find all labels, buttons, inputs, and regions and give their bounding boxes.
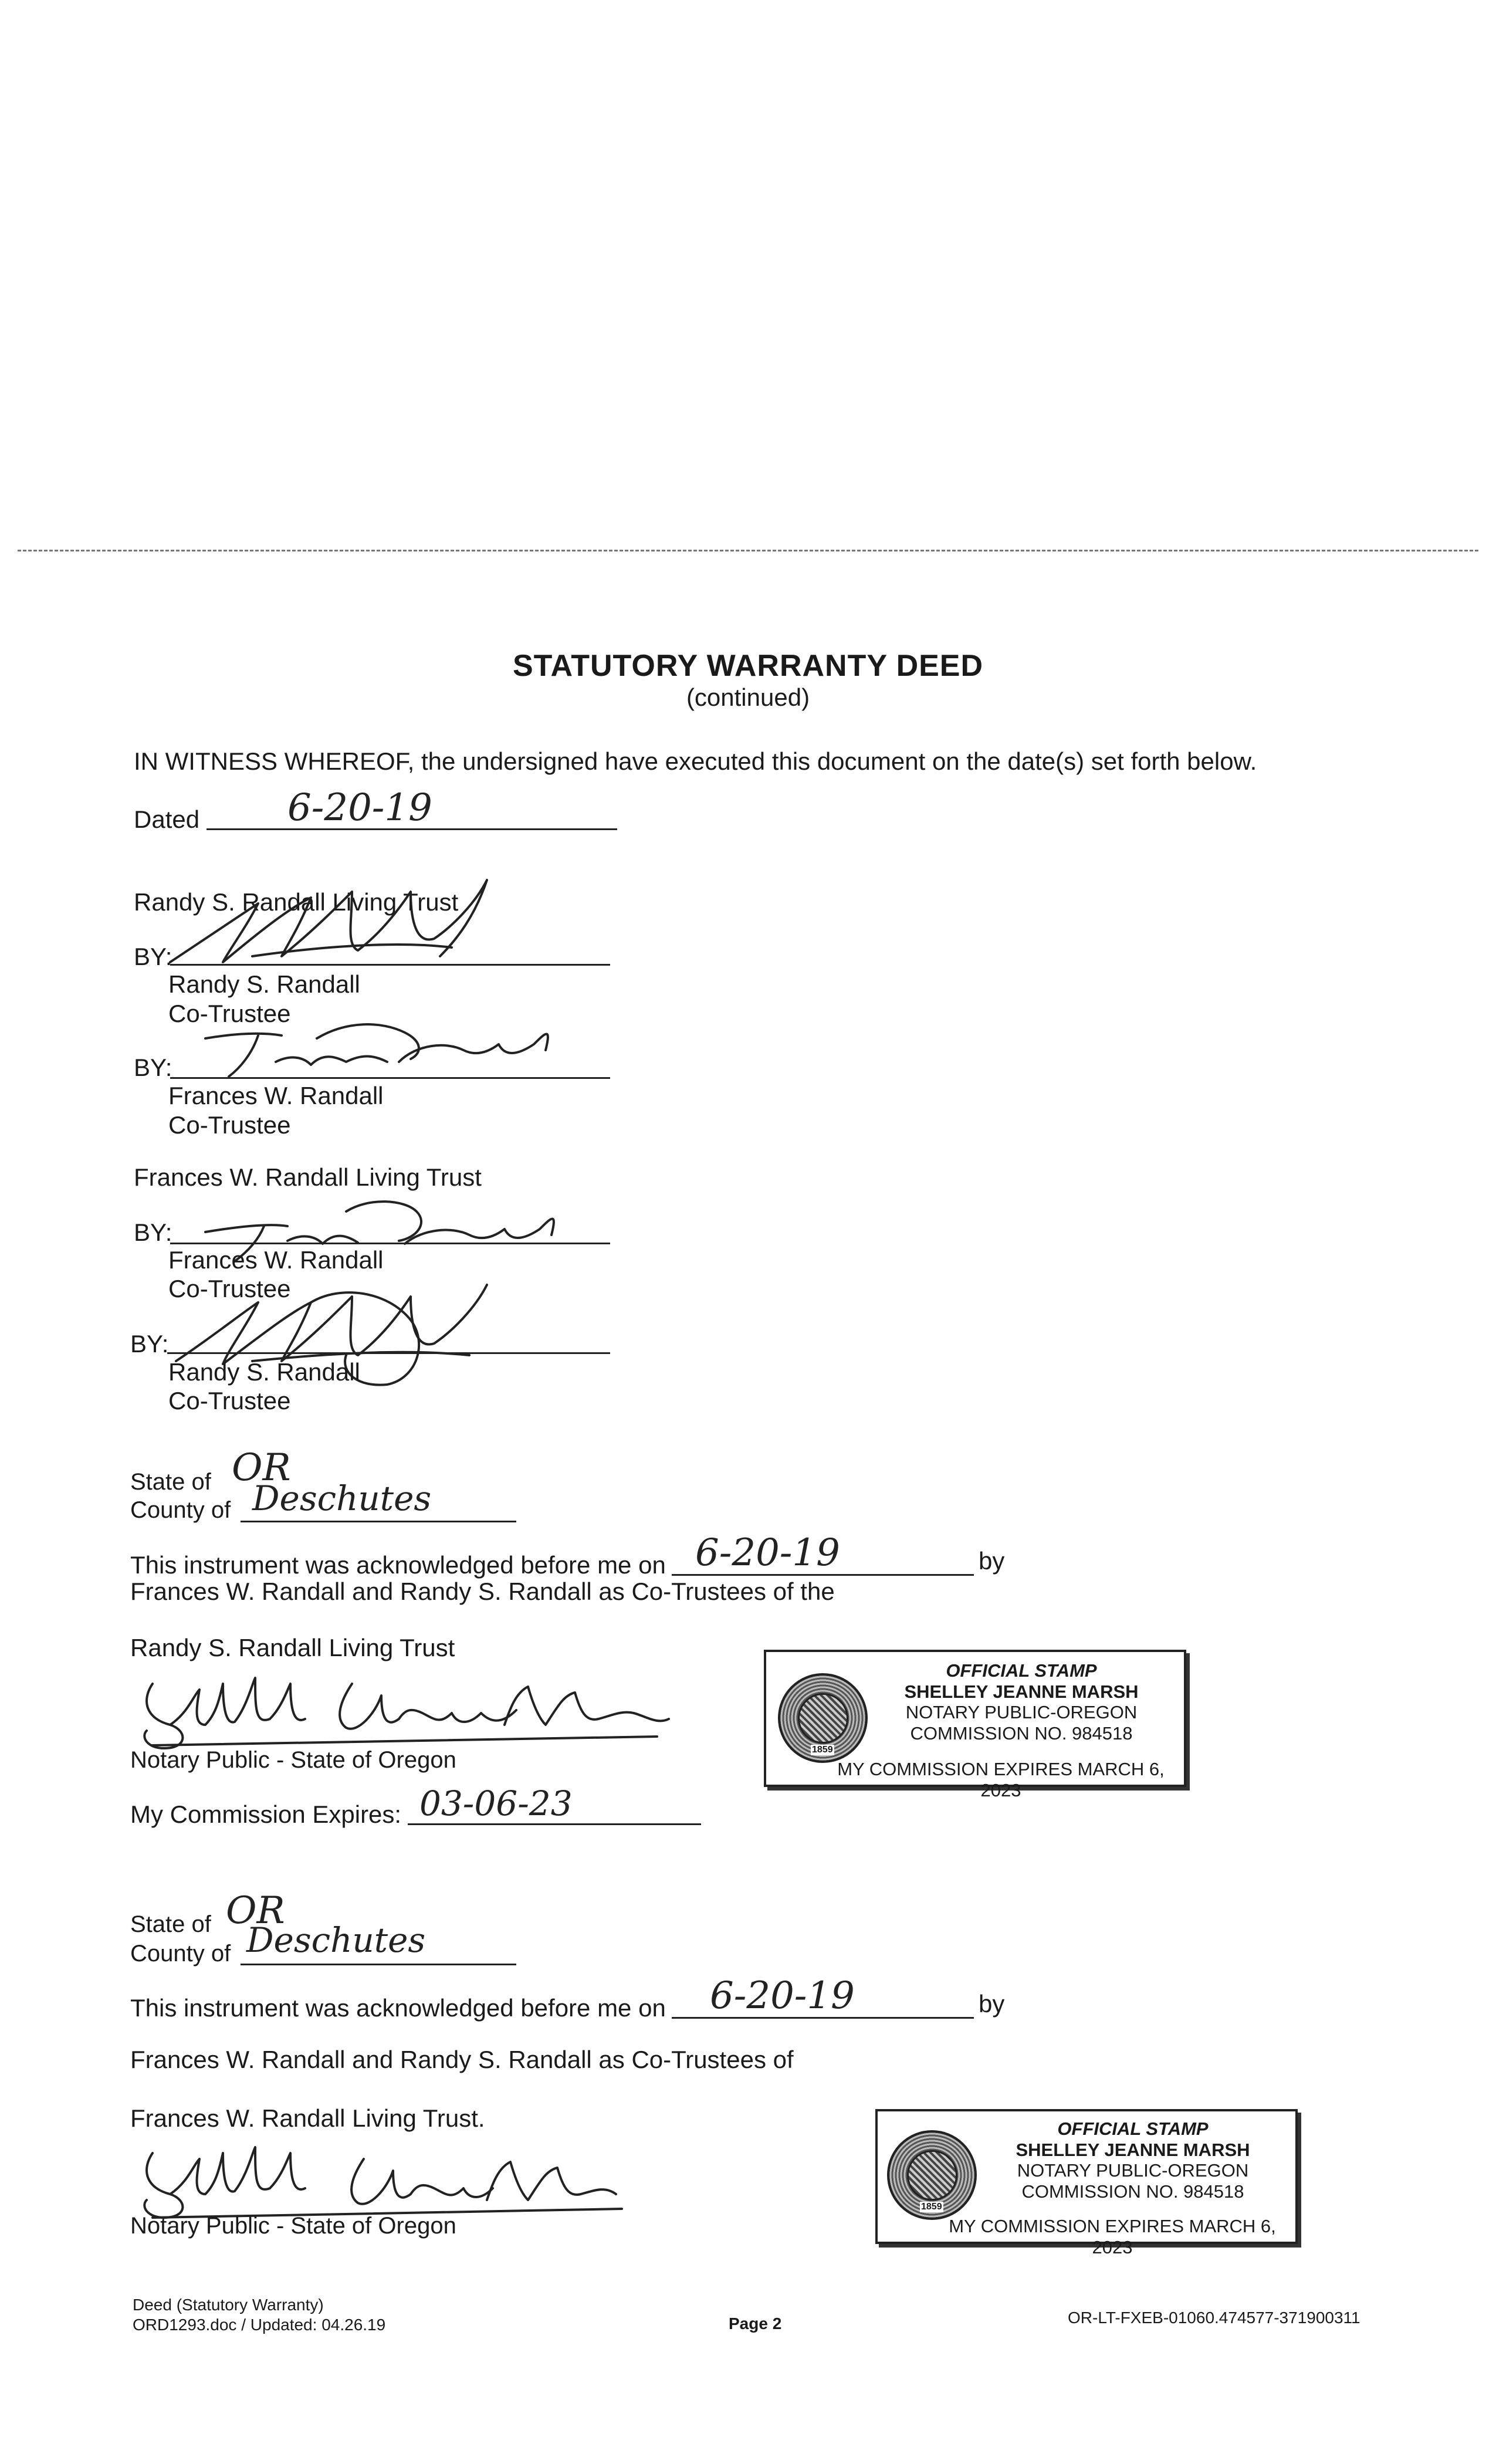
- ack1-county-line: [241, 1521, 516, 1522]
- ack1-date: 6-20-19: [695, 1531, 840, 1575]
- footer-doc-line2: ORD1293.doc / Updated: 04.26.19: [133, 2316, 386, 2334]
- trust1-signer1-by: BY:: [134, 943, 172, 970]
- ack2-county-line: [241, 1964, 516, 1965]
- witness-statement: IN WITNESS WHEREOF, the undersigned have executed this document on the date(s) set forth below.: [134, 747, 1257, 775]
- trust1-name: Randy S. Randall Living Trust: [134, 888, 459, 916]
- frances-signature-1: [170, 997, 581, 1085]
- notary-stamp-2: [875, 2109, 1298, 2257]
- stamp1-line2: SHELLEY JEANNE MARSH: [904, 1681, 1139, 1702]
- document-subtitle: (continued): [686, 683, 810, 711]
- trust2-signer1-name: Frances W. Randall: [168, 1246, 384, 1274]
- stamp1-line1: OFFICIAL STAMP: [946, 1660, 1097, 1681]
- ack2-state-label: State of: [130, 1911, 211, 1937]
- ack2-line3: Frances W. Randall Living Trust.: [130, 2104, 485, 2132]
- ack1-state-value: OR: [232, 1446, 291, 1490]
- ack1-county-value: Deschutes: [252, 1478, 432, 1518]
- stamp2-line4: COMMISSION NO. 984518: [1021, 2181, 1244, 2202]
- stamp2-line5: MY COMMISSION EXPIRES MARCH 6, 2023: [949, 2216, 1276, 2257]
- ack1-text: This instrument was acknowledged before me on: [130, 1551, 666, 1579]
- ack1-commission-value: 03-06-23: [419, 1783, 573, 1823]
- stamp1-line4: COMMISSION NO. 984518: [910, 1722, 1133, 1744]
- ack2-notary-label: Notary Public - State of Oregon: [130, 2213, 456, 2239]
- dated-value: 6-20-19: [287, 786, 432, 830]
- trust2-signer1-by: BY:: [134, 1219, 172, 1246]
- ack2-by: by: [979, 1990, 1005, 2018]
- stamp1-line5: MY COMMISSION EXPIRES MARCH 6, 2023: [837, 1759, 1165, 1800]
- ack2-state-value: OR: [226, 1889, 285, 1932]
- footer-reference: OR-LT-FXEB-01060.474577-371900311: [1068, 2309, 1360, 2327]
- notary-signature-2: [129, 2135, 645, 2223]
- ack1-state-label: State of: [130, 1469, 211, 1495]
- ack1-county-label: County of: [130, 1497, 231, 1523]
- ack2-line2: Frances W. Randall and Randy S. Randall as Co-Trustees of: [130, 2046, 794, 2073]
- ack1-line3: Randy S. Randall Living Trust: [130, 1634, 455, 1661]
- footer-page: Page 2: [729, 2314, 782, 2333]
- ack1-commission-line: [408, 1823, 701, 1825]
- dashed-separator: [18, 550, 1478, 551]
- stamp2-line1: OFFICIAL STAMP: [1057, 2118, 1209, 2139]
- trust1-signer1-name: Randy S. Randall: [168, 970, 360, 998]
- trust2-signer2-name: Randy S. Randall: [168, 1358, 360, 1386]
- oregon-seal-icon: 1859: [887, 2130, 977, 2220]
- oregon-seal-icon: 1859: [778, 1673, 868, 1763]
- notary-stamp-1: [764, 1650, 1186, 1800]
- trust2-name: Frances W. Randall Living Trust: [134, 1163, 482, 1191]
- trust2-signer1-title: Co-Trustee: [168, 1275, 291, 1302]
- ack2-county-label: County of: [130, 1941, 231, 1967]
- stamp2-line3: NOTARY PUBLIC-OREGON: [1017, 2160, 1249, 2181]
- ack1-by: by: [979, 1547, 1005, 1575]
- trust2-signer2-by: BY:: [130, 1330, 169, 1358]
- stamp1-line3: NOTARY PUBLIC-OREGON: [905, 1702, 1138, 1723]
- ack2-text: This instrument was acknowledged before me on: [130, 1994, 666, 2022]
- document-title: STATUTORY WARRANTY DEED: [512, 649, 984, 683]
- ack2-county-value: Deschutes: [246, 1920, 426, 1960]
- trust1-signer1-title: Co-Trustee: [168, 1000, 291, 1027]
- trust1-signer2-name: Frances W. Randall: [168, 1082, 384, 1109]
- ack2-date: 6-20-19: [710, 1974, 855, 2018]
- trust1-signer2-by: BY:: [134, 1054, 172, 1081]
- footer-doc-line1: Deed (Statutory Warranty): [133, 2296, 324, 2314]
- notary-signature-1: [129, 1660, 669, 1754]
- trust2-signer2-title: Co-Trustee: [168, 1387, 291, 1414]
- dated-label: Dated: [134, 805, 200, 833]
- ack1-commission-label: My Commission Expires:: [130, 1800, 402, 1828]
- stamp2-line2: SHELLEY JEANNE MARSH: [1016, 2139, 1250, 2160]
- ack1-notary-label: Notary Public - State of Oregon: [130, 1747, 456, 1773]
- randy-signature-1: [158, 868, 534, 986]
- ack1-line2: Frances W. Randall and Randy S. Randall as Co-Trustees of the: [130, 1578, 835, 1605]
- trust1-signer2-title: Co-Trustee: [168, 1111, 291, 1139]
